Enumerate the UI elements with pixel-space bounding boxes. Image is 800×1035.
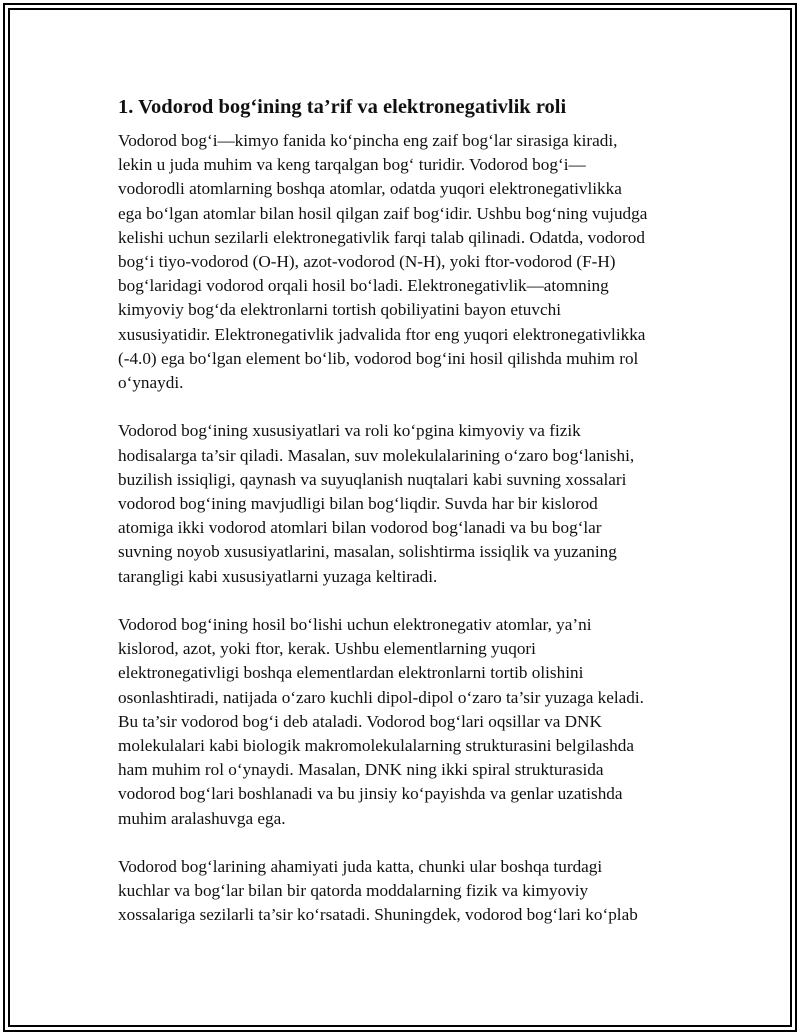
paragraph-line: bog‘i tiyo-vodorod (O-H), azot-vodorod (N-H), yoki ftor-vodorod (F-H) — [118, 252, 616, 272]
paragraph-line: kelishi uchun sezilarli elektronegativlik farqi talab qilinadi. Odatda, vodorod — [118, 227, 645, 247]
paragraph-line: lekin u juda muhim va keng tarqalgan bog‘ turidir. Vodorod bog‘i— — [118, 155, 586, 175]
paragraph-line: osonlashtiradi, natijada o‘zaro kuchli dipol-dipol o‘zaro ta’sir yuzaga keladi. — [118, 687, 644, 707]
paragraph — [118, 613, 693, 831]
paragraph-line: tarangligi kabi xususiyatlarni yuzaga keltiradi. — [118, 566, 438, 586]
paragraph-line: elektronegativligi boshqa elementlardan elektronlarni tortib olishini — [118, 663, 584, 683]
paragraph — [118, 855, 693, 928]
section-heading: 1. Vodorod bog‘ining ta’rif va elektronegativlik roli — [118, 96, 567, 118]
paragraph-line: Vodorod bog‘ining xususiyatlari va roli ko‘pgina kimyoviy va fizik — [118, 421, 581, 441]
paragraph-line: hodisalarga ta’sir qiladi. Masalan, suv molekulalarining o‘zaro bog‘lanishi, — [118, 445, 635, 465]
paragraph-line: xossalariga sezilarli ta’sir ko‘rsatadi. Shuningdek, vodorod bog‘lari ko‘plab — [118, 905, 638, 925]
paragraph-line: kimyoviy bog‘da elektronlarni tortish qobiliyatini bayon etuvchi — [118, 300, 561, 320]
paragraph-line: suvning noyob xususiyatlarini, masalan, solishtirma issiqlik va yuzaning — [118, 542, 617, 562]
paragraphs-container — [118, 129, 693, 928]
paragraph-line: vodorodli atomlarning boshqa atomlar, odatda yuqori elektronegativlikka — [118, 179, 622, 199]
paragraph-line: kislorod, azot, yoki ftor, kerak. Ushbu elementlarning yuqori — [118, 639, 536, 659]
paragraph — [118, 129, 693, 395]
paragraph-line: Vodorod bog‘larining ahamiyati juda katta, chunki ular boshqa turdagi — [118, 857, 603, 877]
paragraph — [118, 419, 693, 588]
paragraph-line: vodorod bog‘ining mavjudligi bilan bog‘liqdir. Suvda har bir kislorod — [118, 494, 598, 514]
paragraph-line: atomiga ikki vodorod atomlari bilan vodorod bog‘lanadi va bu bog‘lar — [118, 518, 602, 538]
paragraph-line: molekulalari kabi biologik makromolekulalarning strukturasini belgilashda — [118, 736, 634, 756]
paragraph-line: ham muhim rol o‘ynaydi. Masalan, DNK ning ikki spiral strukturasida — [118, 760, 604, 780]
paragraph-line: buzilish issiqligi, qaynash va suyuqlanish nuqtalari kabi suvning xossalari — [118, 469, 627, 489]
paragraph-line: o‘ynaydi. — [118, 373, 184, 393]
paragraph-line: muhim aralashuvga ega. — [118, 808, 286, 828]
paragraph-line: bog‘laridagi vodorod orqali hosil bo‘ladi. Elektronegativlik—atomning — [118, 276, 609, 296]
document-body — [118, 94, 693, 952]
paragraph-line: (-4.0) ega bo‘lgan element bo‘lib, vodorod bog‘ini hosil qilishda muhim rol — [118, 348, 639, 368]
paragraph-line: vodorod bog‘lari boshlanadi va bu jinsiy ko‘payishda va genlar uzatishda — [118, 784, 623, 804]
paragraph-line: Vodorod bog‘i—kimyo fanida ko‘pincha eng zaif bog‘lar sirasiga kiradi, — [118, 131, 618, 150]
paragraph-line: Vodorod bog‘ining hosil bo‘lishi uchun elektronegativ atomlar, ya’ni — [118, 615, 592, 635]
paragraph-line: ega bo‘lgan atomlar bilan hosil qilgan zaif bog‘idir. Ushbu bog‘ning vujudga — [118, 203, 648, 223]
paragraph-line: xususiyatidir. Elektronegativlik jadvalida ftor eng yuqori elektronegativlikka — [118, 324, 646, 344]
paragraph-line: Bu ta’sir vodorod bog‘i deb ataladi. Vodorod bog‘lari oqsillar va DNK — [118, 711, 602, 731]
paragraph-line: kuchlar va bog‘lar bilan bir qatorda moddalarning fizik va kimyoviy — [118, 881, 589, 901]
